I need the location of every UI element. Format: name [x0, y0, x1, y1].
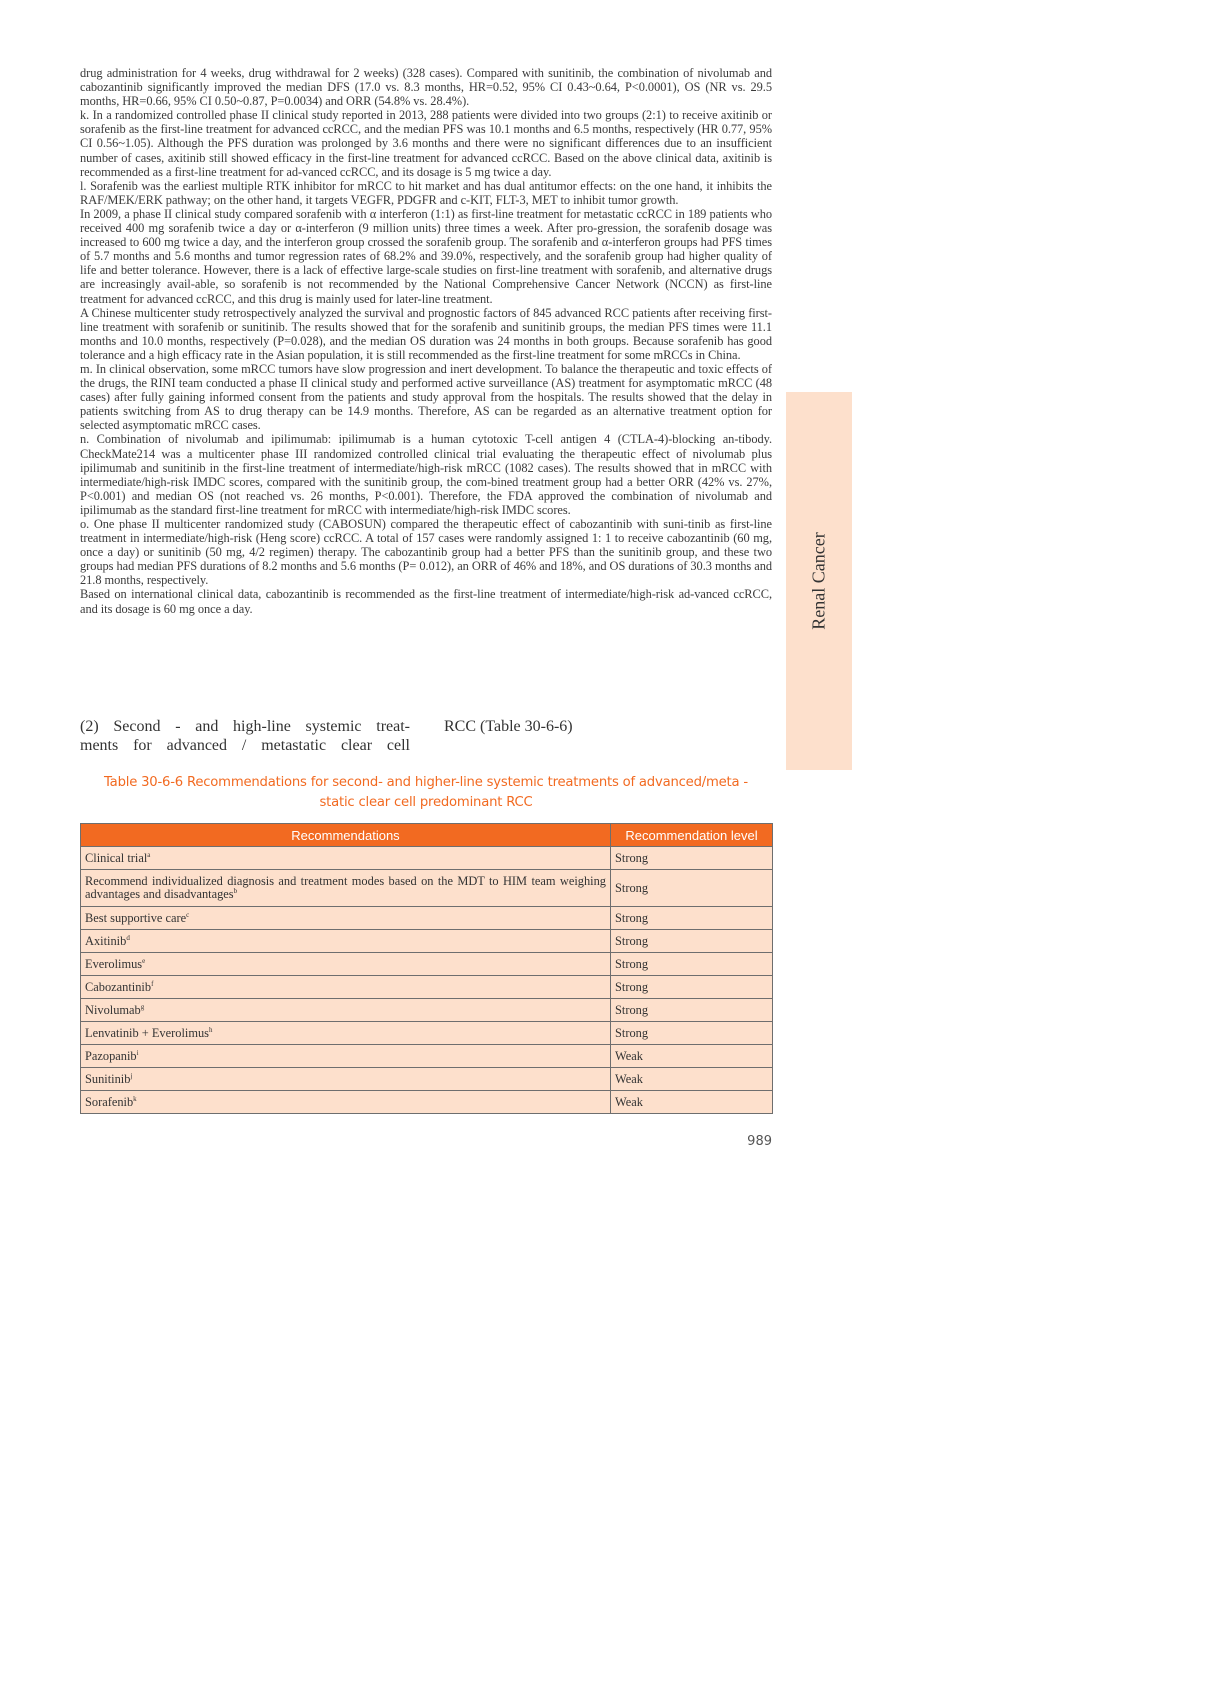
recommendation-cell — [81, 1022, 611, 1045]
table-body — [81, 847, 773, 1114]
recommendation-text: Nivolumab — [85, 1002, 141, 1017]
recommendation-cell — [81, 976, 611, 999]
table-row — [81, 999, 773, 1022]
recommendation-text: Everolimus — [85, 956, 143, 971]
recommendation-text: Sunitinib — [85, 1071, 131, 1086]
section-heading-col2: RCC (Table 30-6-6) — [444, 718, 573, 735]
footnote-marker: c — [186, 910, 190, 919]
recommendation-level-cell: Strong — [611, 1022, 773, 1045]
recommendation-text: Lenvatinib + Everolimus — [85, 1025, 209, 1040]
recommendation-text: Recommend individualized diagnosis and treatment modes based on the MDT to HIM team weighing advantages and disadvantages — [85, 874, 606, 901]
footnote-marker: h — [209, 1025, 213, 1034]
section-heading-col1 — [80, 717, 410, 755]
recommendation-text: Sorafenib — [85, 1094, 134, 1109]
table-row — [81, 976, 773, 999]
recommendation-text: Best supportive care — [85, 910, 187, 925]
table-row — [81, 953, 773, 976]
recommendation-level-cell: Strong — [611, 907, 773, 930]
table-row — [81, 930, 773, 953]
footnote-marker: d — [126, 933, 130, 942]
recommendation-text: Clinical trial — [85, 850, 148, 865]
recommendation-level-cell: Strong — [611, 847, 773, 870]
table-row — [81, 907, 773, 930]
table-row — [81, 1091, 773, 1114]
table-row — [81, 870, 773, 907]
body-text — [80, 66, 772, 616]
footnote-marker: j — [130, 1071, 133, 1080]
recommendation-level-cell: Weak — [611, 1068, 773, 1091]
recommendation-text: Cabozantinib — [85, 979, 152, 994]
table-caption — [80, 773, 772, 813]
paragraph: n. Combination of nivolumab and ipilimumab: ipilimumab is a human cytotoxic T-cell antigen 4 (CTLA-4)-blocking an-tibody. CheckMate214 was a multicenter phase III randomized controlled clinical trial evaluating the therapeutic effect of nivolumab plus ipilimumab and sunitinib in the first-line treatment of intermediate/high-risk mRCC (1082 cases). The results showed that in mRCC with intermediate/high-risk IMDC scores, compared with the sunitinib group, the com-bined treatment group had a better ORR (42% vs. 27%, P<0.001) and median OS (not reached vs. 26 months, P<0.001). Therefore, the FDA approved the combination of nivolumab and ipilimumab as the standard first-line treatment for mRCC with intermediate/high-risk IMDC scores. — [80, 432, 772, 517]
footnote-marker: g — [140, 1002, 145, 1011]
table-caption-line: Table 30-6-6 Recommendations for second- and higher-line systemic treatments of advanced/meta - — [104, 775, 748, 790]
paragraph: Based on international clinical data, cabozantinib is recommended as the first-line treatment of intermediate/high-risk ad-vanced ccRCC, and its dosage is 60 mg once a day. — [80, 587, 772, 616]
paragraph: k. In a randomized controlled phase II clinical study reported in 2013, 288 patients were divided into two groups (2:1) to receive axitinib or sorafenib as the first-line treatment for advanced ccRCC, and the median PFS was 10.1 months and 6.5 months, respectively (HR 0.77, 95% CI 0.56~1.05). Although the PFS duration was prolonged by 3.6 months and there were no significant differences due to an insufficient number of cases, axitinib still showed efficacy in the first-line treatment for advanced ccRCC. Based on the above clinical data, axitinib is recommended as a first-line treatment for ad-vanced ccRCC, and its dosage is 5 mg twice a day. — [80, 108, 772, 179]
table-header-row — [81, 824, 773, 847]
footnote-marker: f — [151, 979, 154, 988]
footnote-marker: a — [147, 850, 151, 859]
recommendation-cell — [81, 870, 611, 907]
recommendation-text: Axitinib — [85, 933, 127, 948]
paragraph: drug administration for 4 weeks, drug withdrawal for 2 weeks) (328 cases). Compared with sunitinib, the combination of nivolumab and cabozantinib significantly improved the median DFS (17.0 vs. 8.3 months, HR=0.52, 95% CI 0.43~0.64, P<0.0001), OS (NR vs. 29.5 months, HR=0.66, 95% CI 0.50~0.87, P=0.0034) and ORR (54.8% vs. 28.4%). — [80, 66, 772, 109]
footnote-marker: b — [233, 887, 238, 895]
paragraph: l. Sorafenib was the earliest multiple RTK inhibitor for mRCC to hit market and has dual antitumor effects: on the one hand, it inhibits the RAF/MEK/ERK pathway; on the other hand, it targets VEGFR, PDGFR and c-KIT, FLT-3, MET to inhibit tumor growth. — [80, 178, 772, 207]
recommendations-table — [80, 823, 773, 1114]
column-header-recommendations: Recommendations — [81, 824, 611, 847]
recommendation-level-cell: Strong — [611, 999, 773, 1022]
table-caption-line: static clear cell predominant RCC — [319, 795, 533, 810]
section-heading-line: ments for advanced / metastatic clear cell — [80, 737, 410, 754]
recommendation-cell — [81, 1068, 611, 1091]
table-row — [81, 1045, 773, 1068]
column-header-level: Recommendation level — [611, 824, 773, 847]
table-row — [81, 847, 773, 870]
recommendation-level-cell: Strong — [611, 953, 773, 976]
recommendation-level-cell: Strong — [611, 870, 773, 907]
recommendation-text: Pazopanib — [85, 1048, 137, 1063]
paragraph: o. One phase II multicenter randomized study (CABOSUN) compared the therapeutic effect of cabozantinib with suni-tinib as first-line treatment in intermediate/high-risk (Heng score) ccRCC. A total of 157 cases were randomly assigned 1: 1 to receive cabozantinib (60 mg, once a day) or sunitinib (50 mg, 4/2 regimen) therapy. The cabozantinib group had a better PFS than the sunitinib group, and these two groups had median PFS durations of 8.2 months and 5.6 months (P= 0.012), an ORR of 46% and 18%, and OS durations of 30.3 months and 21.8 months, respectively. — [80, 517, 772, 588]
footnote-marker: i — [136, 1048, 139, 1057]
chapter-side-tab-label: Renal Cancer — [808, 532, 829, 630]
recommendation-cell — [81, 1091, 611, 1114]
recommendation-cell — [81, 907, 611, 930]
chapter-side-tab — [786, 392, 852, 770]
recommendation-cell — [81, 930, 611, 953]
footnote-marker: k — [133, 1094, 137, 1103]
page-number: 989 — [747, 1134, 772, 1149]
paragraph: In 2009, a phase II clinical study compared sorafenib with α interferon (1:1) as first-line treatment for metastatic ccRCC in 189 patients who received 400 mg sorafenib twice a day or α-interferon (9 million units) three times a week. After pro-gression, the sorafenib dosage was increased to 600 mg twice a day, and the interferon group crossed the sorafenib group. The sorafenib and α-interferon groups had PFS times of 5.7 months and 5.6 months and tumor regression rates of 68.2% and 39.0%, respectively, and the sorafenib group had higher quality of life and better tolerance. However, there is a lack of effective large-scale studies on first-line treatment with sorafenib, and alternative drugs are increasingly avail-able, so sorafenib is not recommended by the National Comprehensive Cancer Network (NCCN) as first-line treatment for advanced ccRCC, and this drug is mainly used for later-line treatment. — [80, 206, 772, 306]
recommendation-level-cell: Weak — [611, 1091, 773, 1114]
recommendation-cell — [81, 1045, 611, 1068]
recommendation-level-cell: Weak — [611, 1045, 773, 1068]
paragraph: m. In clinical observation, some mRCC tumors have slow progression and inert development. To balance the therapeutic and toxic effects of the drugs, the RINI team conducted a phase II clinical study and performed active surveillance (AS) treatment for asymptomatic mRCC (48 cases) after fully gaining informed consent from the patients and study approval from the hospitals. The results showed that the delay in patients switching from AS to drug therapy can be 14.9 months. Therefore, AS can be regarded as an alternative treatment option for selected asymptomatic mRCC cases. — [80, 361, 772, 433]
recommendation-level-cell: Strong — [611, 930, 773, 953]
table-row — [81, 1068, 773, 1091]
recommendation-cell — [81, 999, 611, 1022]
footnote-marker: e — [142, 956, 146, 965]
paragraph: A Chinese multicenter study retrospectively analyzed the survival and prognostic factors of 845 advanced RCC patients after receiving first-line treatment with sorafenib or sunitinib. The results showed that for the sorafenib and sunitinib groups, the median PFS times were 11.1 months and 10.0 months, respectively (P=0.028), and the median OS duration was 24 months in both groups. Because sorafenib has good tolerance and a high efficacy rate in the Asian population, it is still recommended as the first-line treatment for some mRCCs in China. — [80, 305, 772, 362]
recommendation-level-cell: Strong — [611, 976, 773, 999]
recommendation-cell — [81, 953, 611, 976]
recommendation-cell — [81, 847, 611, 870]
section-heading-line: (2) Second - and high-line systemic treat- — [80, 718, 410, 735]
table-row — [81, 1022, 773, 1045]
